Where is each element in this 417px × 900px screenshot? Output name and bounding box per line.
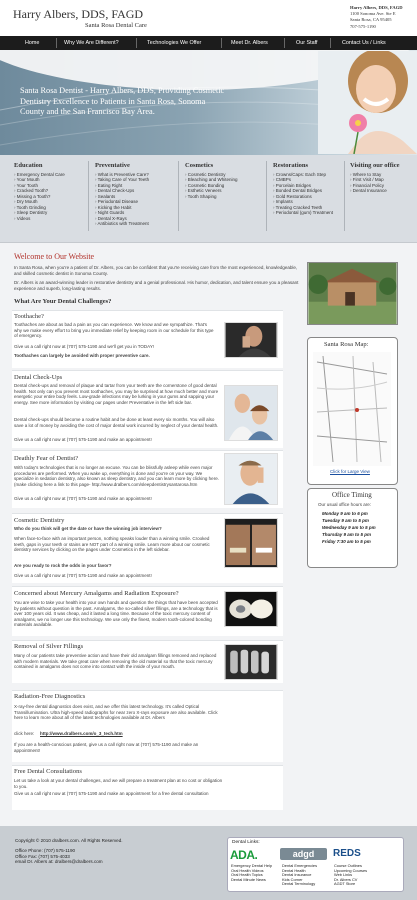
office-hours-row: Monday 9 am to 6 pm xyxy=(322,511,368,516)
section-text: Dental check-ups should become a routine habit and be done at least every six months. You will also save a lot of money by avoiding the cost of major dental work incurred by neglect of your dental health. xyxy=(14,417,219,428)
office-timing-title: Office Timing xyxy=(332,491,372,499)
category-visiting xyxy=(350,162,399,194)
section-text: With today's technologies that is no longer an excuse. You can be blissfully asleep while even major procedures are performed. When you wake up, everything is done and you're on your way. We specialize in sedation dentistry, also known as sleep dentistry, and you can learn more by clicking here. (make clicking here a link to this page- http://www.dralbers.com/sleepdentistrysantarosa.htm xyxy=(14,465,219,487)
hero-headline: Santa Rosa Dentist - Harry Albers, DDS, Providing Cosmetic Dentistry Excellence to Patients in Santa Rosa, Sonoma County and the San Francisco Bay Area. xyxy=(20,86,225,117)
category-link[interactable]: › Sealants xyxy=(95,194,149,200)
office-hours-row: Wednesday 9 am to 5 pm xyxy=(322,525,376,530)
category-divider xyxy=(88,161,89,231)
category-link[interactable]: › CMBPs xyxy=(273,177,333,183)
section-text: X-ray-free dental diagnostics does exist, and we offer this latest technology. It's called Optical Transillumination. Ultra high-speed radiographs for near zero X-rays exposure are also available. Click here to learn more about all of the latest technologies available at Dr. Albers xyxy=(14,704,218,721)
section-text: Dental check-ups and removal of plaque and tartar from your teeth are the cornerstone of good dental health. Not only can you prevent most toothaches, you may be surprised at how much better and more energetic your entire body feels. Low-grade infections may be lurking in your gums and sapping your energy. See more information by visiting our pages under Preventative in the left side bar. xyxy=(14,383,219,405)
site-header xyxy=(0,0,417,36)
category-link[interactable]: › Tooth Shaping xyxy=(185,194,238,200)
section-call: Give us a call right now at (707) 575-1190 and we'll get you in TODAY! xyxy=(14,344,155,349)
agd-logo[interactable]: adgd xyxy=(280,848,327,860)
category-link[interactable]: › Your Mouth xyxy=(14,177,65,183)
xray-teeth-image xyxy=(224,644,278,680)
category-link[interactable]: › Videos xyxy=(14,216,65,222)
section-question: Who do you think will get the date or have the winning job interview? xyxy=(14,526,162,531)
address-line: 1100 Sonoma Ave. Ste E xyxy=(350,11,396,17)
welcome-heading: Welcome to Our Website xyxy=(14,252,95,261)
footer-phone: Office Phone: (707) 575-1190 xyxy=(15,847,76,853)
dental-link[interactable]: Emergency Dental Help xyxy=(231,863,273,868)
category-link[interactable]: › Implants xyxy=(273,199,333,205)
category-divider xyxy=(178,161,179,231)
dental-link[interactable]: AGDT Store xyxy=(334,881,356,887)
office-hours-row: Tuesday 9 am to 5 pm xyxy=(322,518,369,523)
nav-divider xyxy=(330,38,331,48)
section-title: Toothache? xyxy=(14,313,44,320)
dental-link[interactable]: Web Links xyxy=(334,872,353,878)
tech-page-link[interactable]: http://www.dralbers.com/o_3_tech.htm xyxy=(40,731,123,736)
category-link[interactable]: › Night Guards xyxy=(95,210,149,216)
category-title: Visiting our office xyxy=(350,162,400,169)
category-title: Education xyxy=(14,162,43,169)
dental-link[interactable]: Oral Health Topics xyxy=(231,872,263,878)
category-divider xyxy=(344,161,345,231)
reds-logo[interactable]: REDS xyxy=(333,848,361,859)
category-link[interactable]: › Bonded Dental Bridges xyxy=(273,188,333,194)
address-line: Harry Albers, DDS, FAGD xyxy=(350,5,403,10)
category-link[interactable]: › Periodontal Disease xyxy=(95,199,149,205)
dental-link[interactable]: Dental Health xyxy=(282,867,306,873)
category-title: Restorations xyxy=(273,162,309,169)
nav-divider xyxy=(221,38,222,48)
category-link[interactable]: › Cosmetic Dentistry xyxy=(185,172,238,178)
footer-contact-info xyxy=(15,838,123,865)
address-line: 707-575-1190 xyxy=(350,23,376,29)
section-title: Cosmetic Dentistry xyxy=(14,517,65,524)
nav-why-different[interactable]: Why We Are Different? xyxy=(64,39,119,46)
main-nav xyxy=(0,36,417,50)
category-link[interactable]: › Emergency Dental Care xyxy=(14,172,65,178)
section-call: Give us a call right now at (707) 575-1190 and make an appointment! xyxy=(14,573,152,578)
section-question: Are you ready to rock the odds in your favor? xyxy=(14,563,112,568)
nav-technologies[interactable]: Technologies We Offer xyxy=(147,39,202,46)
office-hours-intro: Our usual office hours are: xyxy=(318,502,371,507)
section-text: You are wise to take your health into your own hands and question the things that have been accepted by patients without question in the past. Amalgams, the so-called silver fillings, are a technology that is over 100 years old. It was cheap, and it lasted a long time. Because of the toxic mercury content of amalgams, we no longer use this technology. We use only the finest, modern tooth-colored bonding materials available. xyxy=(14,600,218,628)
dental-link[interactable]: Dental Minute News xyxy=(231,876,266,882)
map-title: Santa Rosa Map: xyxy=(324,341,369,348)
category-link[interactable]: › Missing a Tooth? xyxy=(14,194,65,200)
nav-divider xyxy=(56,38,57,48)
section-title: Free Dental Consultations xyxy=(14,768,82,775)
dental-link[interactable]: Upcoming Courses xyxy=(334,867,368,873)
category-link[interactable]: › Sleep Dentistry xyxy=(14,210,65,216)
nav-contact-links[interactable]: Contact Us / Links xyxy=(342,39,386,46)
practice-address xyxy=(350,5,403,30)
category-education xyxy=(14,162,65,221)
category-link[interactable]: › Dental Insurance xyxy=(350,188,399,194)
category-link[interactable]: › Cosmetic Bonding xyxy=(185,183,238,189)
category-link[interactable]: › Crowns/Caps: Each Step xyxy=(273,172,333,178)
footer-fax: Office Fax: (707) 575-4033 xyxy=(15,853,70,859)
category-title: Cosmetics xyxy=(185,162,214,169)
section-title: Radiation-Free Diagnostics xyxy=(14,693,86,700)
ada-logo[interactable]: ADA. xyxy=(230,848,258,862)
office-hours-row: Thursday 9 am to 5 pm xyxy=(322,532,372,537)
category-link[interactable]: › Where to Stay xyxy=(350,172,399,178)
category-link[interactable]: › Gold Restorations xyxy=(273,194,333,200)
dental-link[interactable]: Oral Health Videos xyxy=(231,867,264,873)
section-call: If you are a health-conscious patient, give us a call right now at (707) 575-1190 and make an appointment! xyxy=(14,742,199,753)
category-link[interactable]: › Treating Cracked Teeth xyxy=(273,205,333,211)
dental-link[interactable]: Course Outlines xyxy=(334,863,362,868)
dental-link[interactable]: Kids Corner xyxy=(282,876,303,882)
section-title: Removal of Silver Fillings xyxy=(14,643,84,650)
footer-email[interactable]: email Dr. Albers at: dralbers@dralbers.com xyxy=(15,859,103,865)
section-call: Give us a call right now at (707) 575-1190 and make an appointment! xyxy=(14,437,152,442)
category-link[interactable]: › Dry Mouth xyxy=(14,199,65,205)
office-hours-row: Friday 7:30 am to 5 pm xyxy=(322,539,371,544)
category-link[interactable]: › Esthetic Veneers xyxy=(185,188,238,194)
section-bold-note: Toothaches can largely be avoided with proper preventive care. xyxy=(14,353,150,358)
category-link[interactable]: › Dental X-Rays xyxy=(95,216,149,222)
category-link[interactable]: › What is Preventive Care? xyxy=(95,172,149,178)
category-link[interactable]: › Tooth Grinding xyxy=(14,205,65,211)
nav-meet-dr-albers[interactable]: Meet Dr. Albers xyxy=(231,39,268,46)
dental-link[interactable]: Dr. Albers CV xyxy=(334,876,358,882)
category-link[interactable]: › Porcelain Bridges xyxy=(273,183,333,189)
category-link[interactable]: › Financial Policy xyxy=(350,183,399,189)
section-text: Many of our patients take preventive action and have their old amalgam fillings removed and replaced with modern materials. We take great care when removing the old material so that the toxic mercury contained in amalgams does not come into contact with the inside of your mouth. xyxy=(14,653,217,670)
category-link[interactable]: › Cracked Tooth? xyxy=(14,188,65,194)
category-link[interactable]: › Eating Right xyxy=(95,183,149,189)
footer-copyright: Copyright © 2010 dralbers.com. All Rights Reserved. xyxy=(15,838,123,843)
category-preventative xyxy=(95,162,149,227)
santa-rosa-map[interactable] xyxy=(313,352,391,466)
category-cosmetics xyxy=(185,162,238,199)
site-logo-subtitle: Santa Rosa Dental Care xyxy=(85,22,147,29)
section-text: Let us take a look at your dental challenges, and we will prepare a treatment plan at no cost or obligation to you. xyxy=(14,778,223,789)
category-link[interactable]: › Antibiotics with Treatment xyxy=(95,221,149,227)
nav-home[interactable]: Home xyxy=(25,39,40,46)
amalgam-tooth-image xyxy=(224,591,278,627)
nav-divider xyxy=(136,38,137,48)
dental-link[interactable]: Dental Insurance xyxy=(282,872,312,878)
category-link[interactable]: › Dental Check-Ups xyxy=(95,188,149,194)
dental-links-title: Dental Links: xyxy=(232,840,260,845)
section-text: Toothaches are about as bad a pain as you can experience. We know and we sympathize. That's why we make every effort to bring you immediate relief by keeping room in our schedule for this type of emergency. xyxy=(14,322,214,339)
fearful-man-image xyxy=(224,453,278,505)
dentist-patient-image xyxy=(224,385,278,441)
section-call: Give us a call right now at (707) 575-1190 and make an appointment for a free dental consultation xyxy=(14,791,209,796)
before-after-smile-image xyxy=(224,518,278,568)
category-link[interactable]: › Your Tooth xyxy=(14,183,65,189)
site-logo-name[interactable]: Harry Albers, DDS, FAGD xyxy=(13,7,144,21)
category-menu xyxy=(0,155,417,243)
section-title: Dental Check-Ups xyxy=(14,374,63,381)
category-link[interactable]: › Taking Care of Your Teeth xyxy=(95,177,149,183)
section-text: When face-to-face with an important person, nothing speaks louder than a winning smile. Crooked teeth, gaps in your teeth or stains are NOT part of a winning smile. Learn more about our cosmetic dentistry services by clicking on the pages under Cosmetics in the left sidebar. xyxy=(14,536,210,553)
welcome-paragraph: In Santa Rosa, when you're a patient of Dr. Albers, you can be confident that you're receiving care from the most experienced, knowledgeable, and skilled cosmetic dentist in Sonoma County. xyxy=(14,265,298,276)
category-link[interactable]: › Periodontal (gum) Treatment xyxy=(273,210,333,216)
challenges-heading: What Are Your Dental Challenges? xyxy=(14,298,112,305)
category-divider xyxy=(266,161,267,231)
welcome-paragraph: Dr. Albers is an award-winning leader in restorative dentistry and a genial professional. His humor, dedication, and talent ensure you a pleasant experience and superb, long-lasting results. xyxy=(14,280,299,291)
nav-divider xyxy=(284,38,285,48)
address-line: Santa Rosa, CA 95405 xyxy=(350,17,392,23)
map-large-view-link[interactable]: Click for Large View xyxy=(330,469,370,474)
section-call: Give us a call right now at (707) 575-1190 and make an appointment! xyxy=(14,496,152,501)
office-building-image xyxy=(307,262,398,325)
dental-link[interactable]: Dental Emergencies xyxy=(282,863,318,868)
section-title: Deathly Fear of Dentist? xyxy=(14,455,79,462)
category-link[interactable]: › Kicking the Habit xyxy=(95,205,149,211)
smiling-woman-image xyxy=(318,51,417,154)
section-title: Concerned about Mercury Amalgams and Radiation Exposure? xyxy=(14,590,179,597)
dental-link[interactable]: Dental Terminology xyxy=(282,881,316,887)
toothache-man-image xyxy=(224,322,278,358)
category-link[interactable]: › Bleaching and Whitening xyxy=(185,177,238,183)
category-restorations xyxy=(273,162,333,216)
category-link[interactable]: › First Visit / Map xyxy=(350,177,399,183)
category-title: Preventative xyxy=(95,162,130,169)
click-here-label: click here: xyxy=(14,731,35,736)
nav-our-staff[interactable]: Our Staff xyxy=(296,39,318,46)
